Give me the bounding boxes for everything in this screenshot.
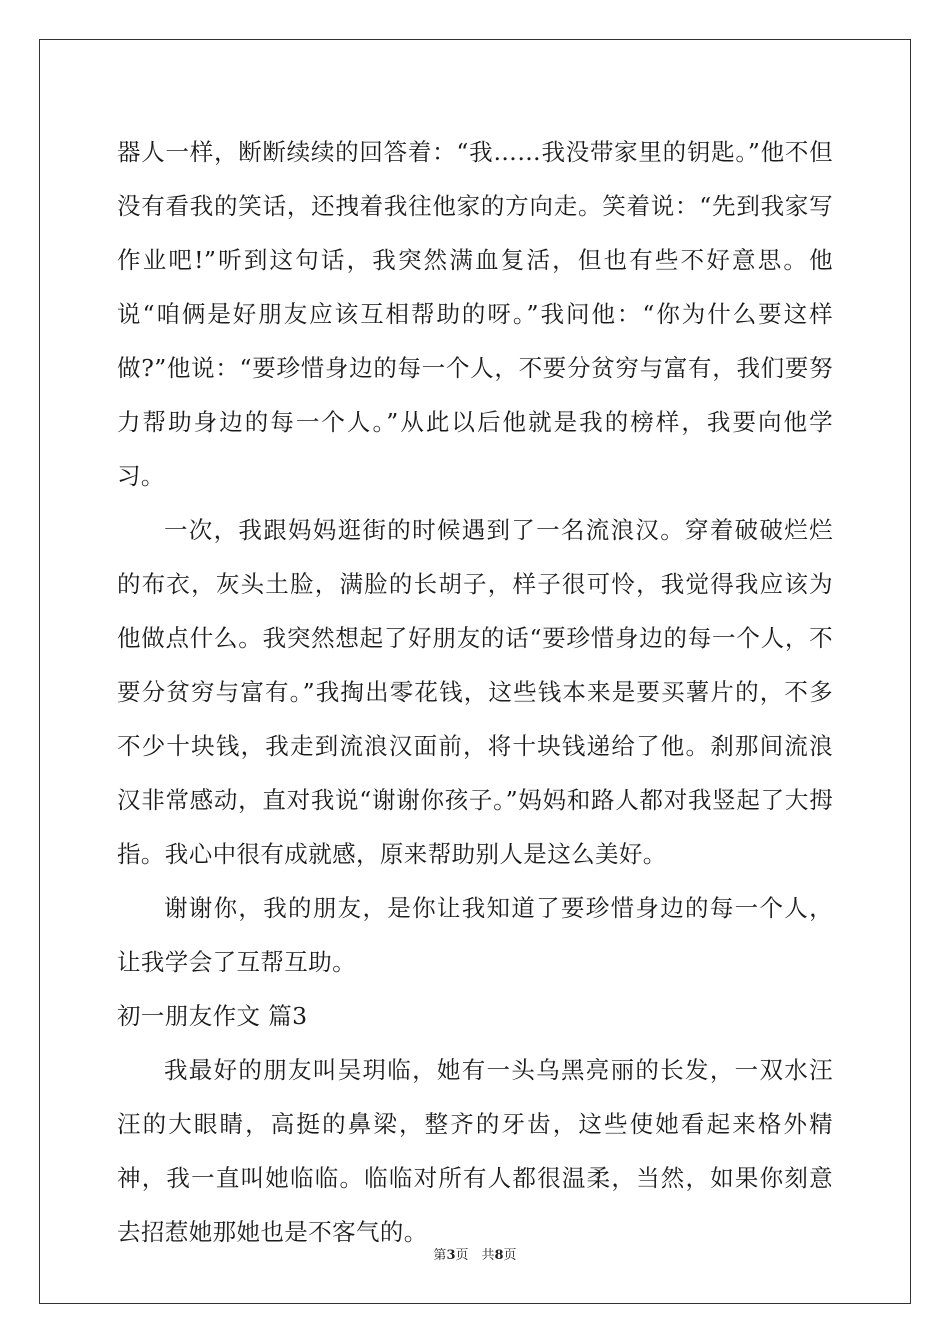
page-mid: 页 共 — [455, 1248, 495, 1263]
page-prefix: 第 — [433, 1248, 447, 1263]
page-suffix: 页 — [503, 1248, 517, 1263]
current-page: 3 — [446, 1248, 456, 1263]
paragraph-best-friend: 我最好的朋友叫吴玥临，她有一头乌黑亮丽的长发，一双水汪汪的大眼睛，高挺的鼻梁，整齐的牙齿，这些使她看起来格外精神，我一直叫她临临。临临对所有人都很温柔，当然，如果你刻意去招惹她那她也是不客气的。 — [117, 1056, 833, 1246]
paragraph-continuation: 器人一样，断断续续的回答着：“我……我没带家里的钥匙。”他不但没有看我的笑话，还拽着我往他家的方向走。笑着说：“先到我家写作业吧!”听到这句话，我突然满血复活，但也有些不好意思。他说“咱俩是好朋友应该互相帮助的呀。”我问他：“你为什么要这样做?”他说：“要珍惜身边的每一个人，不要分贫穷与富有，我们要努力帮助身边的每一个人。”从此以后他就是我的榜样，我要向他学习。 — [117, 138, 833, 490]
essay-heading: 初一朋友作文 篇3 — [117, 1002, 308, 1030]
total-pages: 8 — [494, 1248, 504, 1263]
document-body — [117, 125, 833, 1259]
paragraph-thanks: 谢谢你，我的朋友，是你让我知道了要珍惜身边的每一个人，让我学会了互帮互助。 — [117, 894, 833, 976]
paragraph-vagrant: 一次，我跟妈妈逛街的时候遇到了一名流浪汉。穿着破破烂烂的布衣，灰头土脸，满脸的长胡子，样子很可怜，我觉得我应该为他做点什么。我突然想起了好朋友的话“要珍惜身边的每一个人，不要分贫穷与富有。”我掏出零花钱，这些钱本来是要买薯片的，不多不少十块钱，我走到流浪汉面前，将十块钱递给了他。刹那间流浪汉非常感动，直对我说“谢谢你孩子。”妈妈和路人都对我竖起了大拇指。我心中很有成就感，原来帮助别人是这么美好。 — [117, 516, 833, 868]
page-number — [0, 1244, 950, 1263]
